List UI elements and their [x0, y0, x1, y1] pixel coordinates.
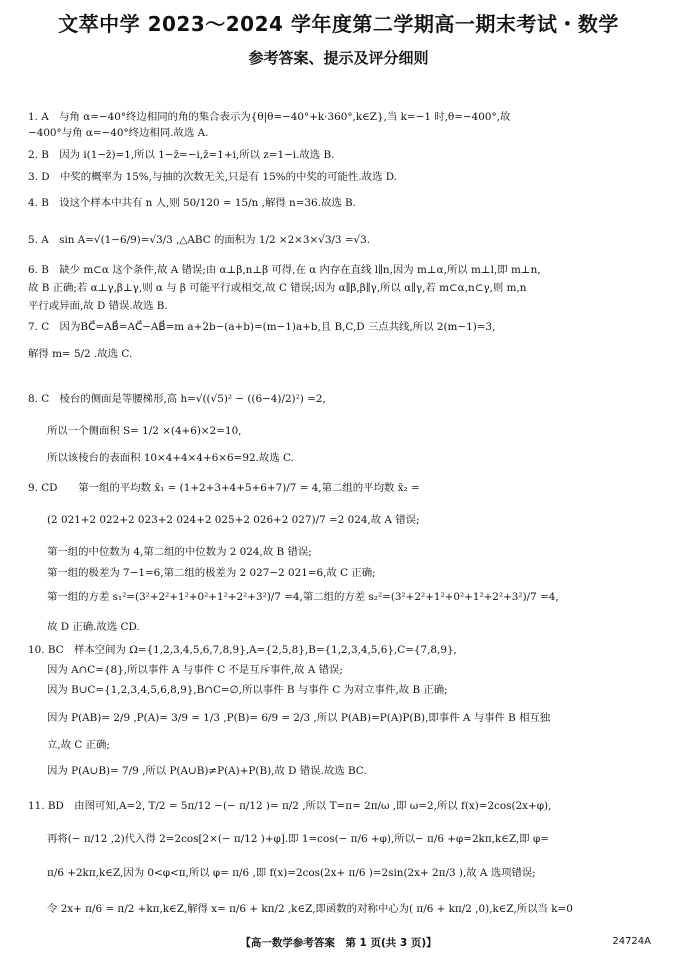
- answer-line: 2. B 因为 i(1−z̄)=1,所以 1−z̄=−i,z̄=1+i,所以 z=1−i.故选 B.: [28, 149, 335, 161]
- document-subtitle: 参考答案、提示及评分细则: [248, 49, 429, 67]
- answer-line: 4. B 设这个样本中共有 n 人,则 50/120 = 15/n ,解得 n=36.故选 B.: [28, 197, 356, 209]
- answer-line: 平行或异面,故 D 错误.故选 B.: [28, 300, 168, 312]
- answer-line: 故 D 正确.故选 CD.: [47, 621, 140, 633]
- answer-line: 10. BC 样本空间为 Ω={1,2,3,4,5,6,7,8,9},A={2,5,8},B={1,2,3,4,5,6},C={7,8,9},: [28, 644, 457, 656]
- answer-line: 11. BD 由图可知,A=2, T/2 = 5π/12 −(− π/12 )= π/2 ,所以 T=π= 2π/ω ,即 ω=2,所以 f(x)=2cos(2x+φ),: [28, 800, 552, 812]
- answer-line: −400°与角 α=−40°终边相同.故选 A.: [28, 127, 209, 139]
- answer-line: 第一组的中位数为 4,第二组的中位数为 2 024,故 B 错误;: [47, 546, 312, 558]
- answer-line: 第一组的极差为 7−1=6,第二组的极差为 2 027−2 021=6,故 C 正确;: [47, 567, 376, 579]
- answer-line: 因为 B∪C={1,2,3,4,5,6,8,9},B∩C=∅,所以事件 B 与事件 C 为对立事件,故 B 正确;: [47, 684, 448, 696]
- answer-line: 9. CD 第一组的平均数 x̄₁ = (1+2+3+4+5+6+7)/7 = 4,第二组的平均数 x̄₂ =: [28, 482, 420, 494]
- footer-page-info: 【高一数学参考答案 第 1 页(共 3 页)】: [240, 937, 437, 949]
- answer-line: π/6 +2kπ,k∈Z,因为 0<φ<π,所以 φ= π/6 ,即 f(x)=2cos(2x+ π/6 )=2sin(2x+ 2π/3 ),故 A 选项错误;: [47, 867, 536, 879]
- answer-line: 所以该棱台的表面积 10×4+4×4+6×6=92.故选 C.: [47, 452, 294, 464]
- footer-code: 24724A: [612, 936, 651, 947]
- answer-line: 再将(− π/12 ,2)代入得 2=2cos[2×(− π/12 )+φ].即 1=cos(− π/6 +φ),所以− π/6 +φ=2kπ,k∈Z,即 φ=: [47, 833, 549, 845]
- answer-line: 因为 P(AB)= 2/9 ,P(A)= 3/9 = 1/3 ,P(B)= 6/9 = 2/3 ,所以 P(AB)=P(A)P(B),即事件 A 与事件 B 相互独: [47, 712, 551, 724]
- answer-line: 令 2x+ π/6 = π/2 +kπ,k∈Z,解得 x= π/6 + kπ/2 ,k∈Z,即函数的对称中心为( π/6 + kπ/2 ,0),k∈Z,所以当 k=0: [47, 903, 573, 915]
- answer-line: 3. D 中奖的概率为 15%,与抽的次数无关,只是有 15%的中奖的可能性.故选 D.: [28, 171, 397, 183]
- answer-line: 6. B 缺少 m⊂α 这个条件,故 A 错误;由 α⊥β,n⊥β 可得,在 α 内存在直线 l∥n,因为 m⊥α,所以 m⊥l,即 m⊥n,: [28, 264, 541, 276]
- answer-line: 因为 P(A∪B)= 7/9 ,所以 P(A∪B)≠P(A)+P(B),故 D 错误.故选 BC.: [47, 765, 367, 777]
- answer-line: 立,故 C 正确;: [47, 739, 110, 751]
- answer-line: 所以一个侧面积 S= 1/2 ×(4+6)×2=10,: [47, 425, 242, 437]
- answer-line: 5. A sin A=√(1−6/9)=√3/3 ,△ABC 的面积为 1/2 ×2×3×√3/3 =√3.: [28, 234, 371, 246]
- answer-line: 因为 A∩C={8},所以事件 A 与事件 C 不是互斥事件,故 A 错误;: [47, 664, 343, 676]
- answer-line: 8. C 棱台的侧面是等腰梯形,高 h=√((√5)² − ((6−4)/2)²) =2,: [28, 393, 326, 405]
- page-footer: [0, 935, 677, 951]
- answer-line: 解得 m= 5/2 .故选 C.: [28, 348, 133, 360]
- answer-line: 第一组的方差 s₁²=(3²+2²+1²+0²+1²+2²+3²)/7 =4,第二组的方差 s₂²=(3²+2²+1²+0²+1²+2²+3²)/7 =4,: [47, 591, 559, 603]
- answer-line: 7. C 因为BC⃗=AB⃗=AC⃗−AB⃗=m a+2b−(a+b)=(m−1)a+b,且 B,C,D 三点共线,所以 2(m−1)=3,: [28, 321, 496, 333]
- answer-line: 1. A 与角 α=−40°终边相同的角的集合表示为{θ|θ=−40°+k·360°,k∈Z},当 k=−1 时,θ=−400°,故: [28, 111, 511, 123]
- answer-line: (2 021+2 022+2 023+2 024+2 025+2 026+2 027)/7 =2 024,故 A 错误;: [47, 514, 420, 526]
- answer-line: 故 B 正确;若 α⊥γ,β⊥γ,则 α 与 β 可能平行或相交,故 C 错误;因为 α∥β,β∥γ,所以 α∥γ,若 m⊂α,n⊂γ,则 m,n: [28, 282, 527, 294]
- document-title: 文萃中学 2023～2024 学年度第二学期高一期末考试・数学: [58, 12, 619, 36]
